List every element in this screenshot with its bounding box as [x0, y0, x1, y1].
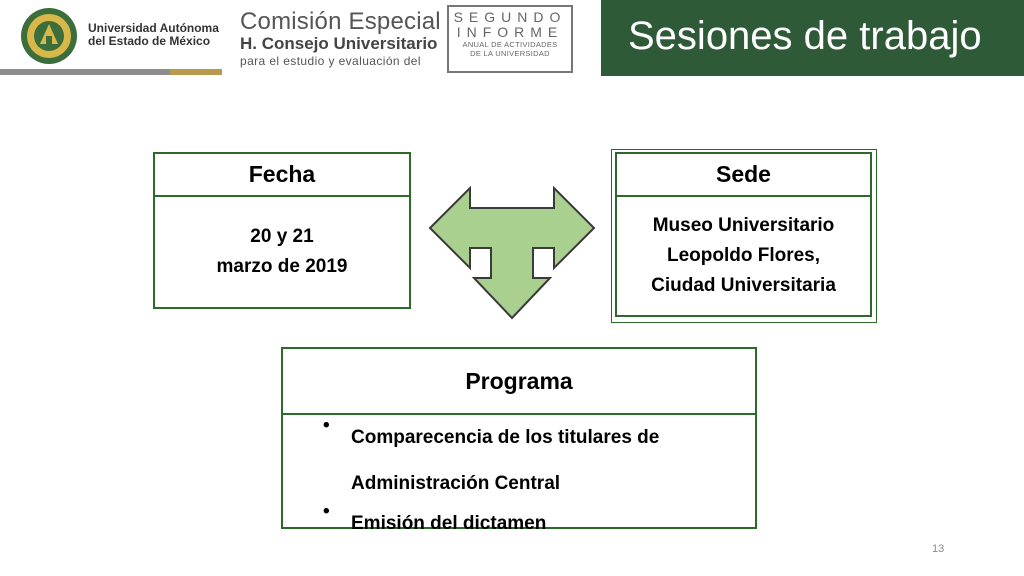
sede-line2: Leopoldo Flores, [666, 245, 821, 266]
comision-line1: Comisión Especial [240, 8, 441, 35]
sede-line1: Museo Universitario [652, 215, 835, 236]
programa-box [281, 347, 757, 534]
fecha-line2: marzo de 2019 [216, 256, 348, 277]
university-name [88, 22, 219, 48]
comision-line2: H. Consejo Universitario [240, 34, 438, 53]
fecha-body [155, 197, 409, 307]
fecha-line1: 20 y 21 [250, 226, 314, 247]
programa-item [303, 415, 659, 507]
informe-word1: SEGUNDO [453, 9, 567, 25]
programa-item-line1: Emisión del dictamen [351, 513, 547, 534]
university-line2: del Estado de México [88, 34, 211, 48]
programa-item-line1: Comparecencia de los titulares de [351, 427, 660, 448]
university-line1: Universidad Autónoma [88, 21, 219, 35]
t-arrow-icon [428, 186, 596, 320]
informe-line4: DE LA UNIVERSIDAD [470, 49, 550, 58]
comision-line3: para el estudio y evaluación del [240, 54, 421, 68]
programa-item-line2: Administración Central [351, 473, 561, 494]
fecha-box [153, 152, 411, 309]
sede-heading: Sede [617, 154, 870, 197]
programa-list [303, 415, 659, 547]
informe-word2: INFORME [456, 24, 564, 40]
sede-line3: Ciudad Universitaria [651, 275, 836, 296]
programa-heading: Programa [283, 349, 755, 415]
programa-item [303, 501, 659, 547]
sede-body [617, 197, 870, 315]
header-rule-gray [0, 69, 170, 75]
header-rule-gold [170, 69, 222, 75]
comision-especial-logo [240, 10, 441, 68]
page-number: 13 [932, 543, 945, 555]
informe-line3: ANUAL DE ACTIVIDADES [462, 40, 558, 49]
segundo-informe-logo [447, 5, 573, 73]
slide-header [0, 0, 1024, 76]
slide-title: Sesiones de trabajo [628, 14, 982, 58]
fecha-heading: Fecha [155, 154, 409, 197]
sede-box [615, 152, 872, 317]
bullet-icon: • [323, 415, 330, 436]
bullet-icon: • [323, 501, 330, 522]
uaem-crest-logo [18, 6, 80, 66]
